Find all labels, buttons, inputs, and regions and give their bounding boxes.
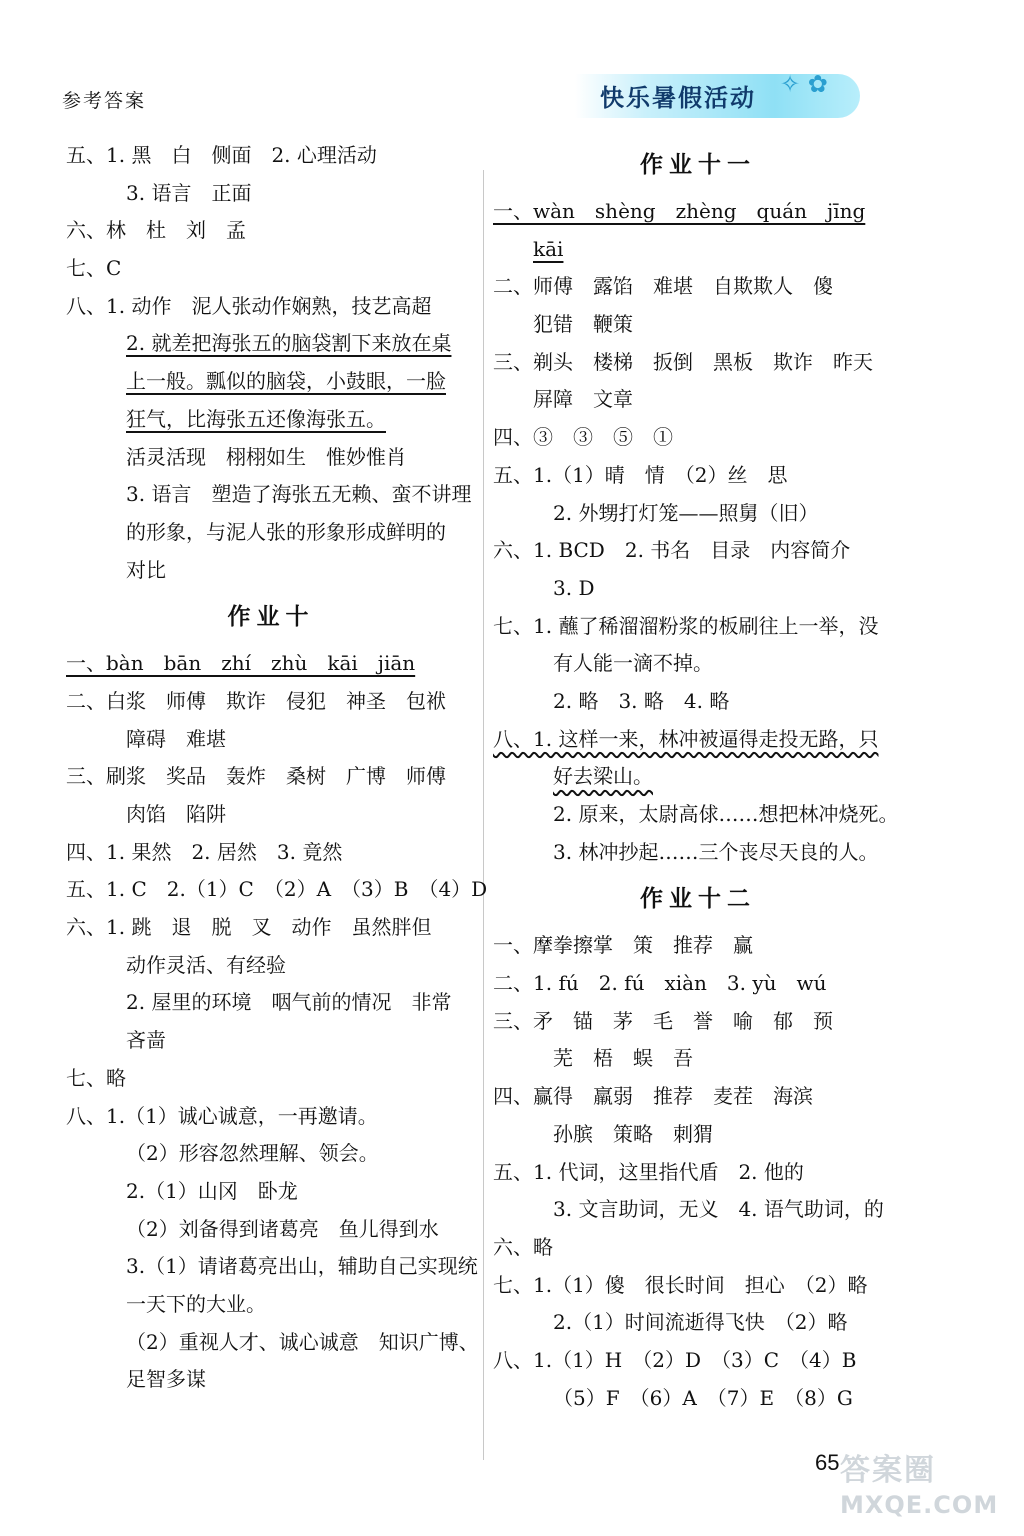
- answer-line: 五、1. C 2.（1）C （2）A （3）B （4）D: [66, 877, 488, 902]
- answer-line: 二、白浆 师傅 欺诈 侵犯 神圣 包袱: [66, 688, 446, 713]
- answer-line: 肉馅 陷阱: [126, 802, 226, 826]
- watermark-bottom-text: MXQE.COM: [840, 1491, 999, 1519]
- section-title: 作业十: [227, 603, 315, 631]
- underlined-text: 狂气，比海张五还像海张五。: [126, 406, 386, 431]
- answer-line: 3. 林冲抄起……三个丧尽天良的人。: [553, 839, 879, 864]
- underlined-text: 一、bàn bān zhí zhù kāi jiān: [66, 651, 416, 676]
- header-label: 参考答案: [62, 90, 147, 112]
- answer-line: 2. 略 3. 略 4. 略: [553, 688, 730, 713]
- answer-line: 六、1. 跳 退 脱 叉 动作 虽然胖但: [66, 915, 432, 940]
- watermark-top-text: 答案圈: [840, 1453, 936, 1488]
- page-number: 65: [815, 1450, 840, 1475]
- answer-line: 五、1. 代词，这里指代盾 2. 他的: [493, 1159, 804, 1184]
- answer-line: [66, 363, 476, 401]
- answer-line: 动作灵活、有经验: [126, 952, 286, 977]
- answer-line: 3.（1）请诸葛亮出山，辅助自己实现统: [126, 1254, 478, 1279]
- section-title: 作业十一: [640, 151, 756, 178]
- answer-line: 犯错 鞭策: [533, 312, 633, 337]
- answer-line: 八、1.（1）诚心诚意，一再邀请。: [66, 1103, 378, 1128]
- answer-line: 七、1. 蘸了稀溜溜粉浆的板刷往上一举，没: [493, 613, 879, 638]
- answer-line: （5）F （6）A （7）E （8）G: [553, 1385, 853, 1410]
- answer-line: 2.（1）时间流逝得飞快 （2）略: [553, 1310, 848, 1335]
- answer-line: 2. 屋里的环境 咽气前的情况 非常: [126, 990, 452, 1015]
- answer-line: 六、1. BCD 2. 书名 目录 内容简介: [493, 538, 851, 563]
- answer-line: [493, 721, 903, 759]
- answer-line: 七、1.（1）傻 很长时间 担心 （2）略: [493, 1272, 868, 1297]
- answer-line: 一天下的大业。: [126, 1291, 266, 1316]
- answer-line: 的形象，与泥人张的形象形成鲜明的: [126, 519, 446, 544]
- answer-line: 一、摩拳擦掌 策 推荐 赢: [493, 933, 753, 958]
- answer-line: [493, 231, 903, 269]
- answer-line: 六、略: [493, 1234, 553, 1259]
- answer-line: [493, 193, 903, 231]
- underlined-text: kāi: [533, 236, 564, 261]
- answer-line: 七、略: [66, 1065, 126, 1090]
- answer-line: [66, 645, 476, 683]
- answer-line: [66, 401, 476, 439]
- answer-line: 四、③ ③ ⑤ ①: [493, 425, 673, 450]
- answer-line: 六、林 杜 刘 孟: [66, 218, 246, 243]
- answer-line: 五、1.（1）晴 情 （2）丝 思: [493, 462, 788, 487]
- answer-line: 四、赢得 羸弱 推荐 麦茬 海滨: [493, 1084, 813, 1109]
- watermark-logo: [840, 1445, 1010, 1517]
- answer-line: 吝啬: [126, 1028, 166, 1053]
- answer-line: 三、剃头 楼梯 扳倒 黑板 欺诈 昨天: [493, 349, 873, 374]
- answer-line: 障碍 难堪: [126, 726, 226, 751]
- answer-line: 八、1. 动作 泥人张动作娴熟，技艺高超: [66, 293, 432, 318]
- answer-line: 二、1. fú 2. fú xiàn 3. yù wú: [493, 971, 827, 996]
- answer-line: [66, 325, 476, 363]
- answer-line: 四、1. 果然 2. 居然 3. 竟然: [66, 839, 343, 864]
- underlined-text: 2. 就差把海张五的脑袋割下来放在桌: [126, 331, 452, 356]
- answer-line: 孙膑 策略 刺猬: [553, 1121, 713, 1146]
- answer-line: （2）刘备得到诸葛亮 鱼儿得到水: [126, 1216, 439, 1241]
- banner-title: 快乐暑假活动: [600, 83, 756, 112]
- answer-line: （2）重视人才、诚心诚意 知识广博、: [126, 1329, 479, 1354]
- answer-line: 八、1.（1）H （2）D （3）C （4）B: [493, 1347, 857, 1372]
- answer-line: 2.（1）山冈 卧龙: [126, 1178, 298, 1203]
- answer-line: 2. 原来，太尉高俅……想把林冲烧死。: [553, 802, 899, 826]
- answer-line: 三、刷浆 奖品 轰炸 桑树 广博 师傅: [66, 764, 446, 789]
- answer-line: （2）形容忽然理解、领会。: [126, 1141, 379, 1166]
- answer-line: 3. 文言助词，无义 4. 语气助词，的: [553, 1197, 884, 1222]
- answer-line: 3. 语言 塑造了海张五无赖、蛮不讲理: [126, 482, 472, 507]
- banner-decoration-icon: ✧ ✿: [780, 70, 828, 98]
- underlined-text: 上一般。瓢似的脑袋，小鼓眼，一脸: [126, 369, 446, 394]
- underlined-text: 一、wàn shèng zhèng quán jīng: [493, 199, 866, 223]
- answer-line: 3. D: [553, 575, 595, 600]
- answer-line: 足智多谋: [126, 1367, 206, 1392]
- answer-line: 对比: [126, 557, 166, 582]
- answer-line: 五、1. 黑 白 侧面 2. 心理活动: [66, 143, 377, 167]
- wavy-underlined-text: 八、1. 这样一来，林冲被逼得走投无路，只: [493, 726, 879, 751]
- answer-line: 二、师傅 露馅 难堪 自欺欺人 傻: [493, 274, 833, 299]
- answer-line: [493, 758, 903, 796]
- answer-line: 芜 梧 蜈 吾: [553, 1046, 693, 1071]
- answer-line: 3. 语言 正面: [126, 180, 252, 205]
- answer-line: 有人能一滴不掉。: [553, 651, 713, 676]
- section-title: 作业十二: [640, 885, 756, 913]
- answer-line: 2. 外甥打灯笼——照舅（旧）: [553, 500, 819, 525]
- answer-line: 七、C: [66, 256, 122, 281]
- column-divider: [483, 170, 484, 1460]
- answer-line: 三、矛 锚 茅 毛 誉 喻 郁 预: [493, 1008, 833, 1033]
- left-column: [66, 137, 488, 1399]
- answer-line: 屏障 文章: [533, 387, 633, 412]
- answer-line: 活灵活现 栩栩如生 惟妙惟肖: [126, 444, 406, 469]
- wavy-underlined-text: 好去梁山。: [553, 764, 653, 789]
- right-column: [493, 137, 903, 1417]
